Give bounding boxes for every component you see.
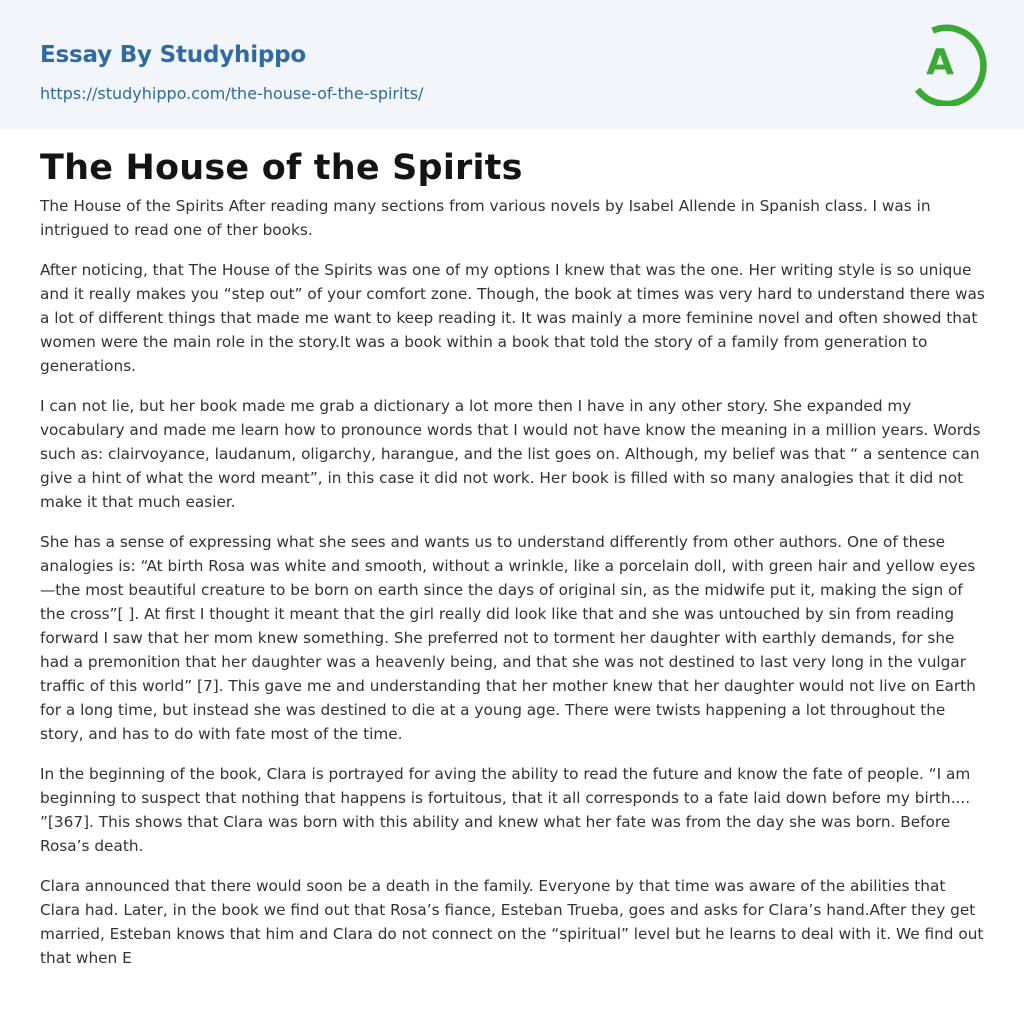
essay-paragraph-3: I can not lie, but her book made me grab a dictionary a lot more then I have in any other story. She expanded my vocabulary and made me learn how to pronounce words that I would not have know the meaning in a million years. Words such as: clairvoyance, laudanum, oligarchy, harangue, and the list goes on. Although, my belief was that “ a sentence can give a hint of what the word meant”, in this case it did not work. Her book is filled with so many analogies that it did not make it that much easier.: [40, 397, 981, 511]
studyhippo-logo-icon[interactable]: [912, 18, 988, 106]
essay-paragraph-5: In the beginning of the book, Clara is portrayed for aving the ability to read the future and know the fate of people. “I am beginning to suspect that nothing that happens is fortuitous, that it all corresponds to a fate laid down before my birth.... ”[367]. This shows that Clara was born with this ability and knew what her fate was from the day she was born. Before Rosa’s death.: [40, 765, 971, 855]
essay-body: [40, 194, 986, 986]
essay-paragraph-4: She has a sense of expressing what she sees and wants us to understand differently from other authors. One of these analogies is: “At birth Rosa was white and smooth, without a wrinkle, like a porcelain doll, with green hair and yellow eyes—the most beautiful creature to be born on earth since the days of original sin, as the midwife put it, making the sign of the cross”[ ]. At first I thought it meant that the girl really did look like that and she was untouched by sin from reading forward I saw that her mom knew something. She preferred not to torment her daughter with earthly demands, for she had a premonition that her daughter was a heavenly being, and that she was not destined to last very long in the vulgar traffic of this world” [7]. This gave me and understanding that her mother knew that her daughter would not live on Earth for a long time, but instead she was destined to die at a young age. There were twists happening a lot throughout the story, and has to do with fate most of the time.: [40, 533, 976, 743]
logo-letter: A: [926, 42, 954, 83]
essay-url-link[interactable]: https://studyhippo.com/the-house-of-the-spirits/: [40, 84, 424, 103]
site-header: [0, 0, 1024, 129]
essay-paragraph-2: After noticing, that The House of the Spirits was one of my options I knew that was the one. Her writing style is so unique and it really makes you “step out” of your comfort zone. Though, the book at times was very hard to understand there was a lot of different things that made me want to keep reading it. It was mainly a more feminine novel and often showed that women were the main role in the story.It was a book within a book that told the story of a family from generation to generations.: [40, 261, 985, 375]
essay-paragraph-6: Clara announced that there would soon be a death in the family. Everyone by that time was aware of the abilities that Clara had. Later, in the book we find out that Rosa’s fiance, Esteban Trueba, goes and asks for Clara’s hand.After they get married, Esteban knows that him and Clara do not connect on the “spiritual” level but he learns to deal with it. We find out that when E: [40, 877, 984, 967]
essay-title: The House of the Spirits: [40, 148, 523, 188]
site-brand[interactable]: Essay By Studyhippo: [40, 42, 307, 68]
essay-paragraph-1: The House of the Spirits After reading many sections from various novels by Isabel Allende in Spanish class. I was in intrigued to read one of ther books.: [40, 197, 931, 239]
